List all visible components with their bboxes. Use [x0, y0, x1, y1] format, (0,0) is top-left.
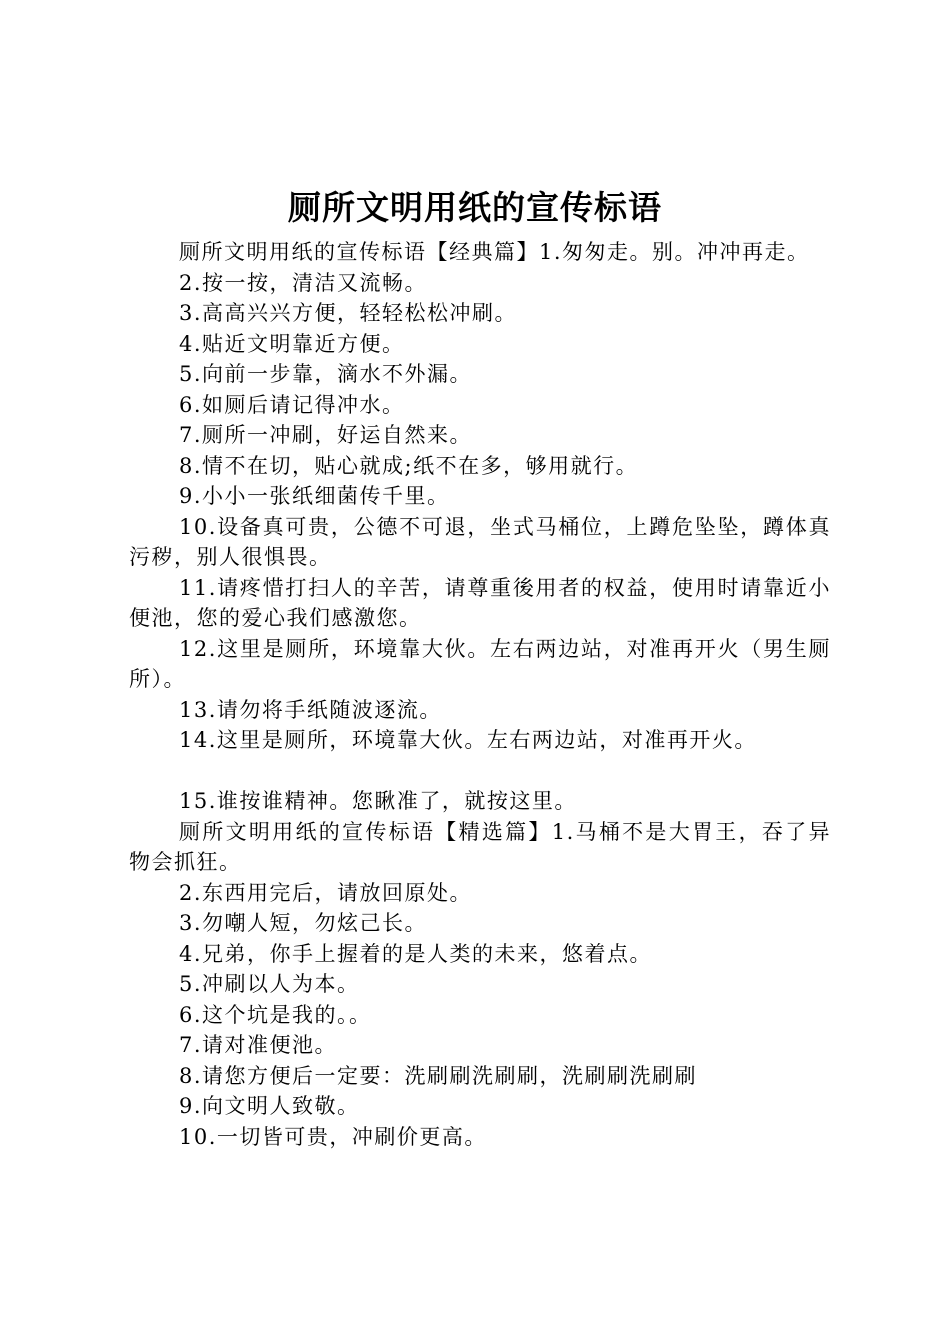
paragraph: 10.一切皆可贵，冲刷价更高。 — [179, 1124, 487, 1149]
paragraph: 13.请勿将手纸随波逐流。 — [179, 697, 442, 722]
paragraph: 7.请对准便池。 — [179, 1033, 338, 1057]
paragraph: 6.这个坑是我的。。 — [179, 1002, 372, 1027]
paragraph: 3.高高兴兴方便，轻轻松松冲刷。 — [179, 301, 518, 325]
paragraph: 10.设备真可贵，公德不可退，坐式马桶位，上蹲危坠坠，蹲体真污秽，别人很惧畏。 — [129, 514, 831, 569]
paragraph: 14.这里是厕所，环境靠大伙。左右两边站，对准再开火。 — [179, 728, 757, 752]
paragraph: 3.勿嘲人短，勿炫己长。 — [179, 911, 428, 935]
paragraph: 12.这里是厕所，环境靠大伙。左右两边站，对准再开火（男生厕所）。 — [129, 636, 831, 691]
document-body — [129, 237, 831, 1152]
paragraph: 11.请疼惜打扫人的辛苦，请尊重後用者的权益，使用时请靠近小便池，您的爱心我们感激您。 — [129, 575, 831, 630]
paragraph: 6.如厕后请记得冲水。 — [179, 392, 405, 417]
paragraph: 15.谁按谁精神。您瞅准了，就按这里。 — [179, 789, 577, 813]
paragraph: 4.贴近文明靠近方便。 — [179, 331, 405, 356]
paragraph: 厕所文明用纸的宣传标语【经典篇】1.匆匆走。别。冲冲再走。 — [179, 240, 810, 264]
page-title: 厕所文明用纸的宣传标语 — [288, 188, 662, 227]
paragraph: 9.小小一张纸细菌传千里。 — [179, 484, 450, 508]
paragraph: 5.冲刷以人为本。 — [179, 972, 360, 996]
paragraph: 2.按一按，清洁又流畅。 — [179, 270, 428, 295]
paragraph: 5.向前一步靠，滴水不外漏。 — [179, 362, 473, 386]
paragraph: 8.情不在切，贴心就成;纸不在多，够用就行。 — [179, 453, 639, 478]
paragraph: 2.东西用完后，请放回原处。 — [179, 880, 473, 905]
paragraph: 厕所文明用纸的宣传标语【精选篇】1.马桶不是大胃王，吞了异物会抓狂。 — [129, 819, 831, 874]
paragraph: 8.请您方便后一定要：洗刷刷洗刷刷，洗刷刷洗刷刷 — [179, 1063, 698, 1088]
paragraph: 9.向文明人致敬。 — [179, 1094, 360, 1118]
paragraph: 7.厕所一冲刷，好运自然来。 — [179, 423, 473, 447]
blank-line — [129, 756, 831, 787]
paragraph: 4.兄弟，你手上握着的是人类的未来，悠着点。 — [179, 941, 653, 966]
